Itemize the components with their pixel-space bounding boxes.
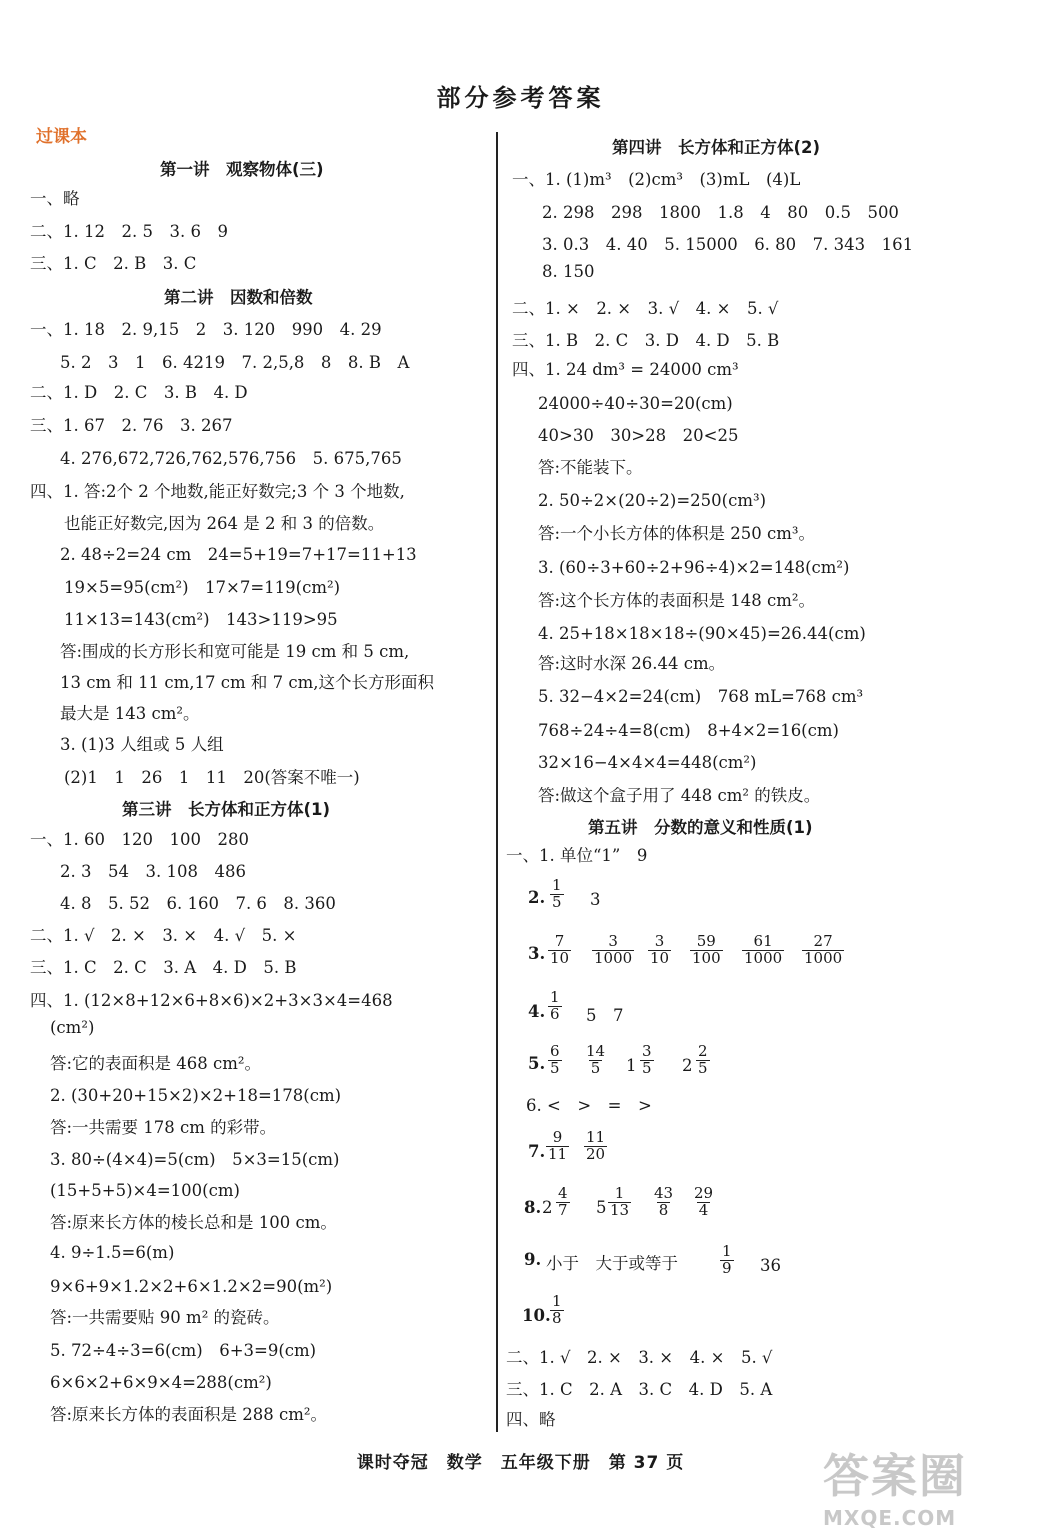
answer-line: 9×6+9×1.2×2+6×1.2×2=90(m²) xyxy=(50,1277,333,1296)
answer-line: 答:原来长方体的棱长总和是 100 cm。 xyxy=(50,1213,337,1232)
fraction xyxy=(584,1130,607,1163)
answer-line: 3. (60÷3+60÷2+96÷4)×2=148(cm²) xyxy=(538,558,850,577)
numerator: 1 xyxy=(552,876,562,894)
item-number: 9. xyxy=(524,1250,542,1269)
answer-line: 一、1. 18 2. 9,15 2 3. 120 990 4. 29 xyxy=(30,320,382,339)
whole-number: 2 xyxy=(542,1198,553,1217)
whole-number: 2 xyxy=(682,1056,693,1075)
denominator: 5 xyxy=(642,1058,652,1077)
fraction xyxy=(550,878,564,911)
answer-line: 答:做这个盒子用了 448 cm² 的铁皮。 xyxy=(538,786,821,805)
answer-line: 四、1. 答:2个 2 个地数,能正好数完;3 个 3 个地数, xyxy=(30,482,405,501)
denominator: 8 xyxy=(552,1308,562,1327)
whole-number: 1 xyxy=(626,1056,637,1075)
numerator: 3 xyxy=(608,932,618,950)
answer-line: 三、1. C 2. C 3. A 4. D 5. B xyxy=(30,958,297,977)
watermark-text: 答案圈 xyxy=(823,1449,967,1503)
answer-line: 答:这个长方体的表面积是 148 cm²。 xyxy=(538,591,816,610)
answer-line: 三、1. C 2. B 3. C xyxy=(30,254,197,273)
numerator: 14 xyxy=(586,1042,606,1060)
lecture-1-title: 第一讲 观察物体(三) xyxy=(160,160,324,179)
answer-line: 最大是 143 cm²。 xyxy=(60,704,200,723)
answer-line: 4. 8 5. 52 6. 160 7. 6 8. 360 xyxy=(60,894,336,913)
answer-line: 答:一个小长方体的体积是 250 cm³。 xyxy=(538,524,816,543)
numerator: 29 xyxy=(694,1184,714,1202)
answer-line: 四、略 xyxy=(506,1410,556,1429)
lecture-2-title: 第二讲 因数和倍数 xyxy=(164,288,313,307)
denominator: 1000 xyxy=(744,948,783,967)
denominator: 11 xyxy=(548,1144,568,1163)
answer-line: 19×5=95(cm²) 17×7=119(cm²) xyxy=(64,578,341,597)
numerator: 3 xyxy=(642,1042,652,1060)
answer-line: 5. 32−4×2=24(cm) 768 mL=768 cm³ xyxy=(538,687,864,706)
fraction xyxy=(742,934,784,967)
answer-line: 4. 25+18×18×18÷(90×45)=26.44(cm) xyxy=(538,624,866,643)
numerator: 1 xyxy=(722,1242,732,1260)
answer-line: 2. 3 54 3. 108 486 xyxy=(60,862,246,881)
denominator: 1000 xyxy=(804,948,843,967)
answer-line: 答:围成的长方形长和宽可能是 19 cm 和 5 cm, xyxy=(60,642,410,661)
item-number: 2. xyxy=(528,888,546,907)
answer-line: 6. < > = > xyxy=(526,1096,652,1115)
answer-line: 一、1. (1)m³ (2)cm³ (3)mL (4)L xyxy=(512,170,801,189)
answer-line: 二、1. √ 2. × 3. × 4. × 5. √ xyxy=(506,1348,773,1367)
lecture-4-title: 第四讲 长方体和正方体(2) xyxy=(612,138,821,157)
fraction xyxy=(608,1186,631,1219)
fraction xyxy=(690,934,723,967)
answer-line: 二、1. √ 2. × 3. × 4. √ 5. × xyxy=(30,926,297,945)
lecture-3-title: 第三讲 长方体和正方体(1) xyxy=(122,800,331,819)
fraction xyxy=(548,934,571,967)
page-title: 部分参考答案 xyxy=(436,84,605,112)
denominator: 5 xyxy=(698,1058,708,1077)
answer-text: 3 xyxy=(590,890,601,909)
answer-line: (2)1 1 26 1 11 20(答案不唯一) xyxy=(64,768,360,787)
answer-line: (cm²) xyxy=(50,1018,95,1037)
answer-line: 四、1. 24 dm³ = 24000 cm³ xyxy=(512,360,739,379)
denominator: 10 xyxy=(650,948,670,967)
denominator: 9 xyxy=(722,1258,732,1277)
denominator: 4 xyxy=(698,1200,709,1219)
fraction xyxy=(802,934,844,967)
numerator: 59 xyxy=(696,932,716,950)
item-number: 4. xyxy=(528,1002,546,1021)
denominator: 100 xyxy=(692,948,721,967)
column-divider xyxy=(496,132,498,1432)
answer-line: 三、1. C 2. A 3. C 4. D 5. A xyxy=(506,1380,773,1399)
fraction xyxy=(648,934,671,967)
numerator: 43 xyxy=(654,1184,674,1202)
answer-line: 40>30 30>28 20<25 xyxy=(538,426,739,445)
whole-number: 5 xyxy=(596,1198,607,1217)
denominator: 6 xyxy=(550,1004,560,1023)
denominator: 13 xyxy=(610,1200,630,1219)
numerator: 11 xyxy=(586,1128,606,1146)
answer-line: 13 cm 和 11 cm,17 cm 和 7 cm,这个长方形面积 xyxy=(60,673,434,692)
answer-line: 答:一共需要贴 90 m² 的瓷砖。 xyxy=(50,1308,280,1327)
answer-text: 5 7 xyxy=(586,1006,624,1025)
numerator: 27 xyxy=(813,932,833,950)
denominator: 20 xyxy=(586,1144,606,1163)
page-footer: 课时夺冠 数学 五年级下册 第 37 页 xyxy=(356,1453,685,1473)
denominator: 7 xyxy=(558,1200,568,1219)
fraction xyxy=(720,1244,734,1277)
denominator: 5 xyxy=(550,1058,560,1077)
answer-line: 768÷24÷4=8(cm) 8+4×2=16(cm) xyxy=(538,721,839,740)
item-number: 10. xyxy=(522,1306,551,1325)
numerator: 9 xyxy=(552,1128,563,1146)
item-number: 8. xyxy=(524,1198,542,1217)
answer-line: 二、1. × 2. × 3. √ 4. × 5. √ xyxy=(512,299,779,318)
watermark-logo xyxy=(823,1440,1013,1530)
item-number: 5. xyxy=(528,1054,546,1073)
numerator: 6 xyxy=(550,1042,560,1060)
answer-line: 答:原来长方体的表面积是 288 cm²。 xyxy=(50,1405,328,1424)
fraction xyxy=(548,1044,562,1077)
numerator: 1 xyxy=(614,1184,625,1202)
answer-line: 三、1. B 2. C 3. D 4. D 5. B xyxy=(512,331,780,350)
answer-line: 5. 72÷4÷3=6(cm) 6+3=9(cm) xyxy=(50,1341,317,1360)
answer-line: 答:一共需要 178 cm 的彩带。 xyxy=(50,1118,277,1137)
fraction xyxy=(696,1044,710,1077)
item-number: 3. xyxy=(528,944,546,963)
numerator: 3 xyxy=(654,932,665,950)
answer-line: 4. 9÷1.5=6(m) xyxy=(50,1243,175,1262)
fraction xyxy=(640,1044,654,1077)
fraction xyxy=(556,1186,570,1219)
answer-line: 5. 2 3 1 6. 4219 7. 2,5,8 8 8. B A xyxy=(60,353,410,372)
denominator: 8 xyxy=(658,1200,669,1219)
answer-line: 一、略 xyxy=(30,189,80,208)
answer-line: 2. (30+20+15×2)×2+18=178(cm) xyxy=(50,1086,342,1105)
answer-line: 也能正好数完,因为 264 是 2 和 3 的倍数。 xyxy=(64,514,385,533)
fraction xyxy=(652,1186,675,1219)
fraction xyxy=(692,1186,715,1219)
answer-line: 3. (1)3 人组或 5 人组 xyxy=(60,735,224,754)
numerator: 4 xyxy=(558,1184,568,1202)
denominator: 10 xyxy=(550,948,570,967)
numerator: 1 xyxy=(550,988,560,1006)
denominator: 1000 xyxy=(594,948,633,967)
answer-text: 36 xyxy=(760,1256,781,1275)
watermark-url: MXQE.COM xyxy=(823,1506,957,1530)
lecture-5-title: 第五讲 分数的意义和性质(1) xyxy=(588,818,813,837)
answer-line: 8. 150 xyxy=(542,262,595,281)
answer-line: 一、1. 单位“1” 9 xyxy=(506,846,648,865)
numerator: 2 xyxy=(698,1042,708,1060)
answer-text: 小于 大于或等于 xyxy=(546,1254,678,1273)
answer-line: 4. 276,672,726,762,576,756 5. 675,765 xyxy=(60,449,402,468)
fraction xyxy=(546,1130,569,1163)
answer-line: (15+5+5)×4=100(cm) xyxy=(50,1181,240,1200)
fraction xyxy=(584,1044,607,1077)
denominator: 5 xyxy=(590,1058,601,1077)
answer-line: 三、1. 67 2. 76 3. 267 xyxy=(30,416,233,435)
answer-line: 3. 80÷(4×4)=5(cm) 5×3=15(cm) xyxy=(50,1150,340,1169)
answer-line: 四、1. (12×8+12×6+8×6)×2+3×3×4=468 xyxy=(30,991,393,1010)
answer-line: 24000÷40÷30=20(cm) xyxy=(538,394,733,413)
fraction xyxy=(548,990,562,1023)
answer-line: 答:这时水深 26.44 cm。 xyxy=(538,654,726,673)
answer-line: 32×16−4×4×4=448(cm²) xyxy=(538,753,757,772)
numerator: 61 xyxy=(753,932,773,950)
answer-line: 11×13=143(cm²) 143>119>95 xyxy=(64,610,338,629)
answer-line: 2. 48÷2=24 cm 24=5+19=7+17=11+13 xyxy=(60,545,417,564)
numerator: 1 xyxy=(552,1292,562,1310)
answer-line: 答:它的表面积是 468 cm²。 xyxy=(50,1054,262,1073)
answer-line: 6×6×2+6×9×4=288(cm²) xyxy=(50,1373,272,1392)
fraction xyxy=(592,934,634,967)
answer-line: 一、1. 60 120 100 280 xyxy=(30,830,249,849)
answer-line: 二、1. D 2. C 3. B 4. D xyxy=(30,383,248,402)
answer-line: 二、1. 12 2. 5 3. 6 9 xyxy=(30,222,228,241)
answer-line: 答:不能装下。 xyxy=(538,458,643,477)
numerator: 7 xyxy=(554,932,565,950)
item-number: 7. xyxy=(528,1142,546,1161)
fraction xyxy=(550,1294,564,1327)
answer-line: 2. 50÷2×(20÷2)=250(cm³) xyxy=(538,491,767,510)
answer-line: 2. 298 298 1800 1.8 4 80 0.5 500 xyxy=(542,203,899,222)
denominator: 5 xyxy=(552,892,562,911)
answer-line: 3. 0.3 4. 40 5. 15000 6. 80 7. 343 161 xyxy=(542,235,914,254)
section-badge: 过课本 xyxy=(36,127,87,147)
